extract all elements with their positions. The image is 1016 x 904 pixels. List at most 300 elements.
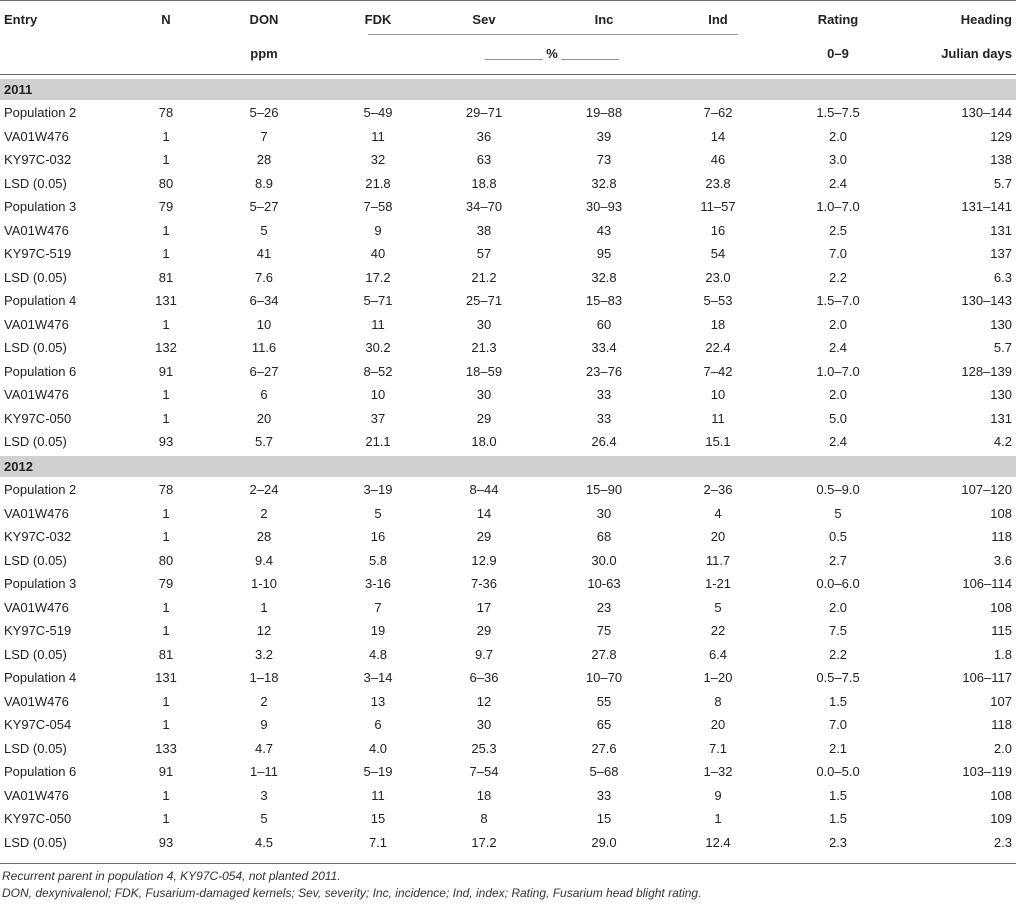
cell-don: 10: [256, 316, 272, 332]
cell-ind: 23.8: [705, 175, 731, 191]
cell-sev: 25.3: [471, 740, 497, 756]
cell-entry: Population 6: [4, 363, 77, 379]
cell-entry: Population 4: [4, 293, 77, 308]
cell-n: 1: [162, 811, 170, 826]
cell-sev: 7–54: [469, 764, 499, 779]
cell-ind: 1–32: [703, 764, 733, 779]
cell-don: 5–26: [249, 105, 279, 120]
cell-heading: 118: [991, 717, 1012, 732]
table-row: [0, 383, 1016, 407]
cell-sev: 12.9: [471, 552, 497, 568]
cell-don: 1: [260, 599, 268, 615]
cell-rating: 0.5–7.5: [816, 670, 860, 685]
cell-entry: KY97C-032: [4, 152, 72, 167]
table-row: [0, 407, 1016, 431]
cell-sev: 18.8: [471, 175, 497, 191]
cell-ind: 54: [710, 246, 726, 261]
cell-n: 1: [162, 152, 170, 167]
cell-ind: 11–57: [700, 199, 736, 214]
cell-n: 1: [162, 599, 170, 615]
cell-n: 132: [155, 340, 177, 355]
cell-inc: 27.6: [591, 740, 617, 756]
cell-n: 93: [158, 434, 174, 449]
cell-heading: 103–119: [962, 764, 1012, 779]
cell-inc: 5–68: [589, 764, 619, 779]
cell-inc: 65: [596, 717, 612, 732]
header-fdk: FDK: [364, 12, 392, 27]
cell-n: 1: [162, 529, 170, 544]
cell-inc: 10–70: [585, 670, 623, 685]
cell-don: 2: [260, 505, 268, 521]
cell-ind: 14: [710, 128, 726, 144]
cell-fdk: 21.1: [365, 434, 391, 449]
table-row: [0, 125, 1016, 149]
cell-n: 1: [162, 505, 170, 521]
cell-heading: 106–117: [962, 670, 1012, 685]
cell-heading: 131: [990, 222, 1012, 238]
cell-entry: VA01W476: [4, 387, 69, 402]
cell-inc: 43: [596, 222, 612, 238]
cell-rating: 7.5: [828, 623, 848, 638]
cell-n: 78: [158, 482, 174, 497]
cell-fdk: 11: [371, 128, 385, 144]
cell-heading: 107–120: [961, 482, 1012, 497]
cell-n: 1: [162, 246, 170, 261]
cell-rating: 2.1: [828, 740, 848, 756]
table-row: [0, 313, 1016, 337]
cell-entry: VA01W476: [4, 316, 69, 332]
cell-fdk: 4.0: [368, 740, 388, 756]
cell-entry: LSD (0.05): [4, 834, 67, 850]
table-row: [0, 242, 1016, 266]
cell-heading: 115: [991, 623, 1012, 638]
cell-entry: LSD (0.05): [4, 740, 67, 756]
cell-entry: LSD (0.05): [4, 269, 67, 285]
cell-fdk: 5–71: [363, 293, 393, 308]
cell-rating: 3.0: [828, 152, 848, 167]
cell-ind: 11: [711, 410, 725, 426]
table-row: [0, 289, 1016, 313]
cell-heading: 3.6: [993, 552, 1012, 568]
cell-ind: 6.4: [708, 646, 728, 662]
cell-inc: 33: [596, 387, 612, 402]
cell-fdk: 32: [370, 152, 386, 167]
cell-fdk: 16: [370, 529, 386, 544]
cell-n: 79: [158, 576, 174, 591]
cell-inc: 33: [596, 410, 612, 426]
cell-sev: 30: [476, 717, 492, 732]
cell-rating: 0.5: [828, 529, 848, 544]
cell-sev: 29: [476, 529, 492, 544]
table-row: [0, 266, 1016, 290]
cell-heading: 106–114: [962, 576, 1012, 591]
cell-don: 5: [260, 222, 268, 238]
percent-span-rule: [368, 34, 738, 35]
cell-fdk: 3–14: [363, 670, 393, 685]
section-header: [0, 79, 1016, 100]
cell-sev: 29: [476, 410, 492, 426]
cell-fdk: 4.8: [368, 646, 388, 662]
cell-don: 41: [256, 246, 272, 261]
table-row: [0, 101, 1016, 125]
cell-entry: LSD (0.05): [4, 646, 67, 662]
cell-ind: 1-21: [704, 576, 732, 591]
table-row: [0, 690, 1016, 714]
cell-ind: 20: [710, 529, 726, 544]
table-row: [0, 666, 1016, 690]
cell-fdk: 11: [371, 787, 385, 803]
cell-rating: 2.0: [828, 387, 848, 402]
cell-ind: 4: [714, 505, 722, 521]
cell-don: 3: [260, 787, 268, 803]
cell-sev: 9.7: [474, 646, 494, 662]
cell-rating: 1.5–7.0: [816, 293, 860, 308]
table-row: [0, 760, 1016, 784]
table-row: [0, 549, 1016, 573]
cell-fdk: 13: [370, 693, 386, 709]
cell-rating: 1.0–7.0: [816, 363, 860, 379]
header-rating-unit: 0–9: [827, 46, 849, 61]
header-n: N: [161, 12, 171, 27]
cell-entry: VA01W476: [4, 128, 69, 144]
cell-don: 1-10: [250, 576, 278, 591]
table-row: [0, 195, 1016, 219]
cell-inc: 68: [596, 529, 612, 544]
cell-entry: LSD (0.05): [4, 552, 67, 568]
cell-sev: 18.0: [471, 434, 497, 449]
header-inc: Inc: [594, 12, 614, 27]
cell-fdk: 40: [370, 246, 386, 261]
cell-don: 5–27: [249, 199, 279, 214]
cell-inc: 30: [596, 505, 612, 521]
cell-heading: 6.3: [993, 269, 1012, 285]
cell-fdk: 7.1: [368, 834, 388, 850]
cell-don: 5: [260, 811, 268, 826]
cell-entry: KY97C-050: [4, 811, 72, 826]
cell-don: 12: [256, 623, 272, 638]
cell-don: 6: [260, 387, 268, 402]
cell-n: 1: [162, 387, 170, 402]
table-row: [0, 525, 1016, 549]
cell-entry: VA01W476: [4, 693, 69, 709]
cell-rating: 5: [834, 505, 842, 521]
cell-sev: 7-36: [470, 576, 498, 591]
cell-ind: 1: [714, 811, 722, 826]
cell-entry: KY97C-032: [4, 529, 72, 544]
header-rule: [0, 74, 1016, 75]
cell-rating: 0.5–9.0: [816, 482, 860, 497]
cell-inc: 19–88: [585, 105, 623, 120]
table-row: [0, 572, 1016, 596]
cell-n: 91: [158, 363, 174, 379]
cell-heading: 130–143: [961, 293, 1012, 308]
cell-inc: 29.0: [591, 834, 617, 850]
cell-n: 133: [155, 740, 177, 756]
cell-inc: 39: [596, 128, 612, 144]
cell-entry: KY97C-519: [4, 246, 72, 261]
cell-rating: 2.3: [828, 834, 848, 850]
footnote-2: DON, dexynivalenol; FDK, Fusarium-damaged kernels; Sev, severity; Inc, incidence; Ind, index; Rating, Fusarium head blight rating.: [2, 886, 702, 900]
cell-rating: 2.4: [828, 434, 848, 449]
cell-inc: 30–93: [585, 199, 623, 214]
cell-sev: 8–44: [469, 482, 499, 497]
cell-fdk: 3–19: [363, 482, 393, 497]
cell-don: 8.9: [254, 175, 274, 191]
section-year: 2011: [4, 82, 33, 97]
cell-don: 3.2: [254, 646, 274, 662]
table-row: [0, 478, 1016, 502]
cell-don: 11.6: [251, 340, 277, 355]
cell-inc: 95: [596, 246, 612, 261]
cell-don: 7.6: [254, 269, 274, 285]
table-row: [0, 219, 1016, 243]
cell-heading: 108: [990, 599, 1012, 615]
cell-n: 1: [162, 787, 170, 803]
cell-don: 4.5: [254, 834, 274, 850]
cell-inc: 73: [596, 152, 612, 167]
cell-ind: 7–62: [703, 105, 733, 120]
table-row: [0, 737, 1016, 761]
cell-rating: 1.0–7.0: [816, 199, 860, 214]
cell-n: 80: [158, 175, 174, 191]
cell-heading: 1.8: [993, 646, 1012, 662]
cell-inc: 26.4: [591, 434, 617, 449]
cell-entry: VA01W476: [4, 505, 69, 521]
cell-fdk: 7–58: [363, 199, 393, 214]
cell-ind: 7–42: [703, 363, 733, 379]
cell-inc: 30.0: [591, 552, 617, 568]
cell-ind: 20: [710, 717, 726, 732]
cell-heading: 109: [990, 811, 1012, 826]
table-row: [0, 643, 1016, 667]
cell-inc: 23: [596, 599, 612, 615]
cell-ind: 2–36: [703, 482, 733, 497]
cell-don: 2–24: [249, 482, 279, 497]
cell-sev: 18–59: [465, 363, 503, 379]
cell-sev: 36: [476, 128, 492, 144]
cell-entry: KY97C-519: [4, 623, 72, 638]
cell-fdk: 5.8: [368, 552, 388, 568]
cell-don: 6–27: [249, 363, 279, 379]
cell-ind: 1–20: [703, 670, 733, 685]
cell-entry: KY97C-054: [4, 717, 72, 732]
cell-heading: 128–139: [961, 363, 1012, 379]
cell-rating: 2.0: [828, 599, 848, 615]
cell-heading: 5.7: [993, 340, 1012, 355]
cell-fdk: 17.2: [365, 269, 391, 285]
cell-sev: 29: [476, 623, 492, 638]
cell-rating: 0.0–5.0: [816, 764, 860, 779]
cell-inc: 15: [596, 811, 612, 826]
table-row: [0, 336, 1016, 360]
section-header: [0, 456, 1016, 477]
cell-n: 81: [158, 646, 174, 662]
cell-heading: 138: [990, 152, 1012, 167]
cell-rating: 5.0: [828, 410, 848, 426]
table-row: [0, 502, 1016, 526]
cell-don: 20: [256, 410, 272, 426]
cell-inc: 75: [596, 623, 612, 638]
cell-ind: 9: [714, 787, 722, 803]
cell-sev: 38: [476, 222, 492, 238]
cell-heading: 131–141: [961, 199, 1012, 214]
cell-heading: 5.7: [993, 175, 1012, 191]
cell-heading: 108: [990, 787, 1012, 803]
table-row: [0, 713, 1016, 737]
table-row: [0, 148, 1016, 172]
cell-n: 78: [158, 105, 174, 120]
cell-sev: 30: [476, 387, 492, 402]
cell-n: 1: [162, 693, 170, 709]
cell-sev: 25–71: [465, 293, 503, 308]
header-ind: Ind: [708, 12, 728, 27]
cell-entry: LSD (0.05): [4, 434, 67, 449]
cell-don: 28: [256, 529, 272, 544]
cell-don: 9: [260, 717, 268, 732]
table-row: [0, 831, 1016, 855]
cell-sev: 14: [476, 505, 492, 521]
cell-sev: 57: [476, 246, 492, 261]
cell-don: 1–11: [250, 764, 278, 779]
cell-rating: 2.0: [828, 128, 848, 144]
header-entry: Entry: [4, 12, 38, 27]
footnote-1: Recurrent parent in population 4, KY97C-054, not planted 2011.: [2, 869, 341, 883]
cell-sev: 18: [476, 787, 492, 803]
cell-heading: 131: [990, 410, 1012, 426]
cell-rating: 2.2: [828, 269, 848, 285]
cell-heading: 130: [990, 387, 1012, 402]
cell-fdk: 37: [370, 410, 386, 426]
cell-n: 1: [162, 128, 170, 144]
header-don-unit: ppm: [250, 46, 278, 61]
cell-inc: 33.4: [591, 340, 617, 355]
cell-entry: LSD (0.05): [4, 340, 67, 355]
cell-fdk: 10: [370, 387, 386, 402]
cell-fdk: 8–52: [363, 363, 393, 379]
cell-rating: 2.0: [828, 316, 848, 332]
cell-inc: 60: [596, 316, 612, 332]
cell-fdk: 5–49: [363, 105, 393, 120]
cell-ind: 8: [714, 693, 722, 709]
cell-rating: 2.4: [828, 340, 848, 355]
cell-fdk: 6: [374, 717, 382, 732]
cell-fdk: 5: [374, 505, 382, 521]
cell-entry: Population 4: [4, 670, 77, 685]
cell-sev: 30: [476, 316, 492, 332]
cell-n: 80: [158, 552, 174, 568]
cell-entry: Population 3: [4, 199, 77, 214]
cell-n: 79: [158, 199, 174, 214]
cell-rating: 7.0: [828, 246, 848, 261]
table-row: [0, 360, 1016, 384]
header-sev: Sev: [472, 12, 496, 27]
cell-inc: 33: [596, 787, 612, 803]
cell-ind: 22: [710, 623, 726, 638]
cell-entry: Population 2: [4, 105, 77, 120]
cell-rating: 1.5–7.5: [816, 105, 860, 120]
cell-rating: 1.5: [828, 693, 848, 709]
cell-sev: 29–71: [465, 105, 503, 120]
cell-n: 131: [155, 670, 177, 685]
cell-n: 93: [158, 834, 174, 850]
cell-ind: 18: [710, 316, 726, 332]
cell-n: 131: [155, 293, 177, 308]
cell-heading: 2.0: [993, 740, 1012, 756]
header-heading-unit: Julian days: [941, 46, 1012, 61]
cell-rating: 1.5: [828, 787, 848, 803]
cell-entry: VA01W476: [4, 222, 69, 238]
cell-n: 81: [158, 269, 174, 285]
cell-ind: 23.0: [705, 269, 731, 285]
cell-sev: 8: [480, 811, 488, 826]
cell-fdk: 15: [370, 811, 386, 826]
table-row: [0, 619, 1016, 643]
cell-fdk: 7: [374, 599, 382, 615]
cell-heading: 118: [991, 529, 1012, 544]
cell-heading: 130: [990, 316, 1012, 332]
cell-heading: 107: [990, 693, 1012, 709]
cell-sev: 17.2: [471, 834, 497, 850]
cell-rating: 0.0–6.0: [816, 576, 860, 591]
cell-heading: 2.3: [993, 834, 1012, 850]
cell-entry: KY97C-050: [4, 410, 72, 426]
cell-fdk: 19: [370, 623, 386, 638]
cell-fdk: 30.2: [365, 340, 391, 355]
cell-fdk: 9: [374, 222, 382, 238]
cell-inc: 55: [596, 693, 612, 709]
cell-fdk: 11: [371, 316, 385, 332]
cell-ind: 12.4: [705, 834, 731, 850]
cell-rating: 1.5: [828, 811, 848, 826]
cell-don: 1–18: [249, 670, 279, 685]
cell-n: 1: [162, 717, 170, 732]
cell-ind: 15.1: [705, 434, 731, 449]
cell-rating: 2.2: [828, 646, 848, 662]
cell-entry: Population 2: [4, 482, 77, 497]
section-year: 2012: [4, 459, 33, 474]
cell-n: 1: [162, 410, 170, 426]
cell-rating: 2.7: [828, 552, 848, 568]
cell-sev: 12: [476, 693, 492, 709]
cell-don: 9.4: [254, 552, 274, 568]
cell-heading: 137: [990, 246, 1012, 261]
cell-n: 91: [158, 764, 174, 779]
cell-rating: 2.4: [828, 175, 848, 191]
cell-n: 1: [162, 222, 170, 238]
cell-entry: VA01W476: [4, 787, 69, 803]
cell-n: 1: [162, 316, 170, 332]
cell-heading: 130–144: [961, 105, 1012, 120]
cell-don: 28: [256, 152, 272, 167]
cell-ind: 5–53: [703, 293, 733, 308]
cell-sev: 17: [476, 599, 492, 615]
cell-heading: 4.2: [993, 434, 1012, 449]
cell-n: 1: [162, 623, 170, 638]
header-percent-unit: ________ % ________: [484, 46, 620, 61]
cell-inc: 32.8: [591, 269, 617, 285]
cell-entry: VA01W476: [4, 599, 69, 615]
header-rating: Rating: [817, 12, 859, 27]
cell-ind: 7.1: [708, 740, 728, 756]
cell-fdk: 3-16: [364, 576, 392, 591]
cell-ind: 46: [710, 152, 726, 167]
cell-ind: 22.4: [705, 340, 731, 355]
cell-entry: LSD (0.05): [4, 175, 67, 191]
cell-sev: 21.2: [471, 269, 497, 285]
cell-heading: 129: [990, 128, 1012, 144]
cell-inc: 23–76: [585, 363, 623, 379]
cell-entry: Population 6: [4, 764, 77, 779]
